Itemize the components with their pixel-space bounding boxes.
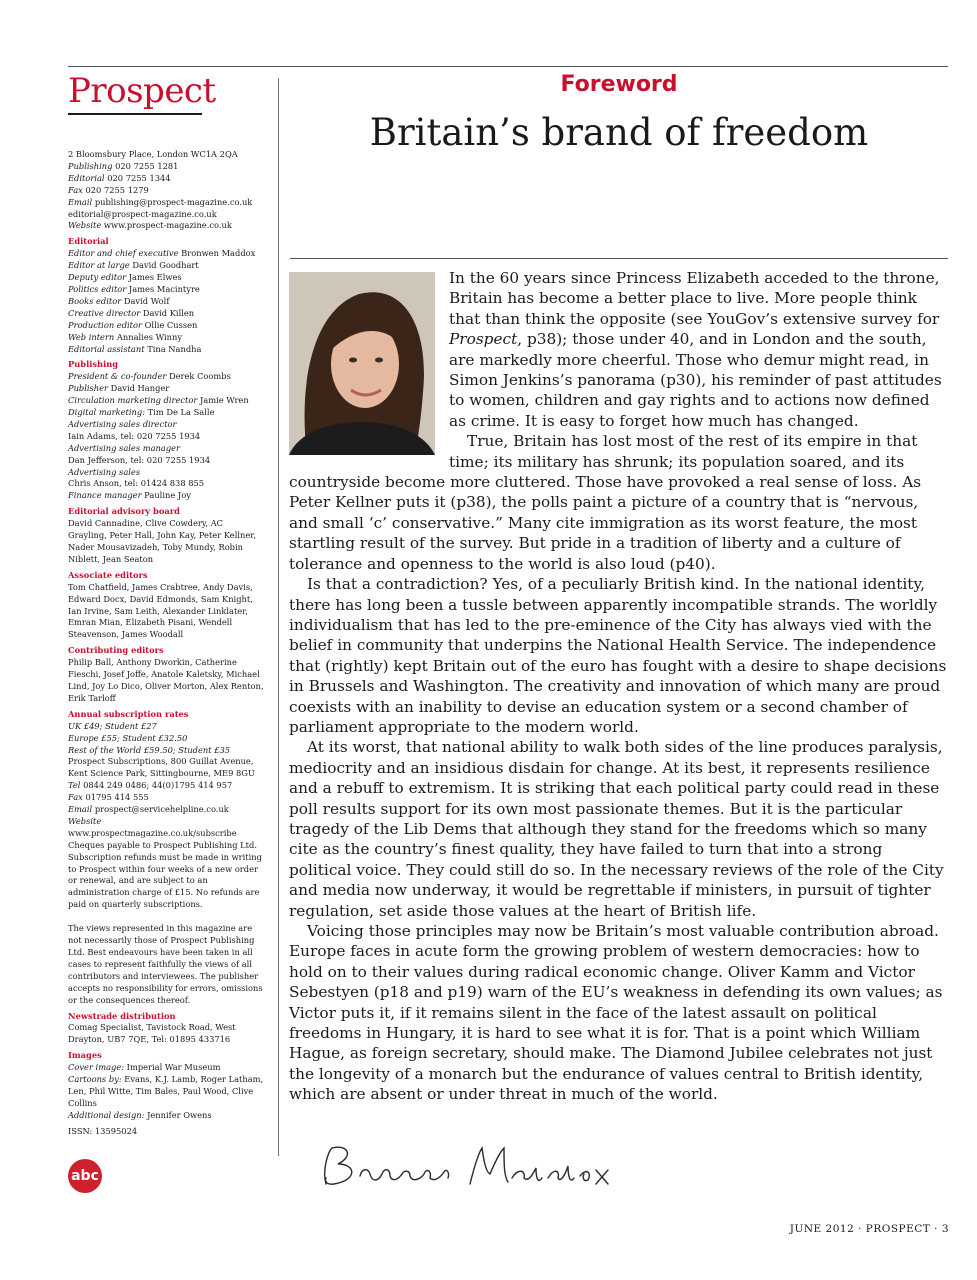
masthead-line [68, 419, 264, 431]
masthead-value: Bronwen Maddox [181, 248, 256, 259]
masthead-label: UK £49; Student £27 [68, 720, 157, 731]
top-rule [68, 66, 948, 67]
logo-underline [68, 113, 202, 115]
masthead-label: Website [68, 815, 102, 826]
masthead-line [68, 467, 264, 479]
masthead-label: Fax [68, 184, 83, 195]
masthead-value: 2 Bloomsbury Place, London WC1A 2QA [68, 149, 238, 159]
masthead-section-title: Images [68, 1050, 102, 1061]
contact-line [68, 197, 264, 209]
masthead-value: editorial@prospect-magazine.co.uk [68, 208, 217, 219]
masthead-label: Cover image: [68, 1062, 125, 1073]
masthead-value: prospect@servicehelpline.co.uk [94, 804, 229, 815]
masthead-value: David Killen [142, 307, 195, 318]
masthead-section-title: Associate editors [68, 569, 148, 580]
masthead-value: www.prospectmagazine.co.uk/subscribe [68, 827, 237, 838]
masthead-label: Creative director [68, 307, 141, 318]
masthead-label: Editorial [68, 172, 105, 183]
page-folio: JUNE 2012 · PROSPECT · 3 [789, 1223, 949, 1235]
masthead-line [68, 308, 264, 320]
masthead-value: Philip Ball, Anthony Dworkin, Catherine Fieschi, Josef Joffe, Anatole Kaletsky, Michael Lind, Joy Lo Dico, Oliver Morton, Alex Renton, Erik Tarloff [68, 657, 264, 703]
masthead-label: Finance manager [68, 490, 142, 501]
masthead-line [68, 383, 264, 395]
masthead-line [68, 320, 264, 332]
masthead-label: Web intern [68, 331, 115, 342]
masthead-section-title: Annual subscription rates [68, 708, 189, 719]
masthead-value: www.prospect-magazine.co.uk [103, 220, 232, 231]
masthead-line [68, 745, 264, 757]
masthead-line [68, 816, 264, 840]
masthead-value: Annalies Winny [116, 331, 183, 342]
masthead-value: Pauline Joy [144, 490, 191, 501]
masthead-label: Email [68, 804, 93, 815]
masthead-line [68, 733, 264, 745]
masthead-line [68, 1062, 264, 1074]
masthead-label: Books editor [68, 295, 122, 306]
masthead-value: David Cannadine, Clive Cowdery, AC Grayling, Peter Hall, John Kay, Peter Kellner, Nader Mousavizadeh, Toby Mundy, Robin Niblett, Jean Seaton [68, 518, 256, 564]
masthead-section-title: Editorial advisory board [68, 506, 180, 517]
masthead-line [68, 1022, 264, 1046]
masthead-section-title: Editorial [68, 236, 109, 247]
contact-line [68, 173, 264, 185]
column-divider [278, 78, 279, 1156]
masthead-value: Ollie Cussen [144, 319, 198, 330]
masthead-label: Email [68, 196, 93, 207]
masthead-value: Jamie Wren [199, 395, 249, 406]
masthead-line [68, 840, 264, 911]
masthead-value: Dan Jefferson, tel: 020 7255 1934 [68, 454, 211, 465]
masthead-line [68, 284, 264, 296]
article-headline: Britain’s brand of freedom [369, 111, 869, 154]
masthead-line [68, 431, 264, 443]
masthead-value: 020 7255 1281 [115, 160, 179, 171]
article-paragraph: At its worst, that national ability to walk both sides of the line produces paralysis, mediocrity and an insidious disdain for change. At its best, it represents resilience and a rebuff to extremism. It is striking that each political party could read in these poll results support for its own most passionate themes. But it is the particular tragedy of the Lib Dems that although they stand for the freedoms which so many cite as the country’s finest quality, they have failed to turn that into a strong political voice. They could still do so. In the necessary reviews of the role of the City and media now underway, it would be regrettable if ministers, in pursuit of tighter regulation, set aside those values at the heart of British life. [289, 738, 944, 920]
abc-logo-icon: abc [68, 1159, 102, 1193]
masthead-value: James Elwes [128, 272, 182, 283]
article-paragraph: In the 60 years since Princess Elizabeth acceded to the throne, Britain has become a better place to live. More people think that than think the opposite (see YouGov’s extensive survey for Prospect, p38); those under 40, and in London and the south, are markedly more cheerful. Those who demur might read, in Simon Jenkins’s panorama (p30), his reminder of past attitudes to women, children and gay rights and to actions now defined as crime. It is easy to forget how much has changed. [449, 269, 942, 430]
prospect-logo: Prospect [68, 71, 216, 111]
masthead-line [68, 1074, 264, 1110]
signature-image [298, 1138, 628, 1198]
masthead-line [68, 804, 264, 816]
article-paragraph: True, Britain has lost most of the rest of its empire in that time; its military has shrunk; its population soared, and its countryside become more cluttered. Those have provoked a real sense of loss. As Peter Kellner puts it (p38), the polls paint a picture of a country that is “nervous, and small ‘c’ conservative.” Many cite immigration as its worst feature, the most startling result of the survey. But pride in a tradition of liberty and a culture of tolerance and openness to the world is also loud (p40). [289, 432, 922, 573]
masthead-value: Tim De La Salle [147, 407, 215, 418]
masthead-label: Digital marketing: [68, 407, 145, 418]
masthead-value: Comag Specialist, Tavistock Road, West Drayton, UB7 7QE, Tel: 01895 433716 [68, 1022, 236, 1045]
masthead-value: David Wolf [123, 295, 170, 306]
masthead-line [68, 443, 264, 455]
masthead-value: Tom Chatfield, James Crabtree, Andy Davis, Edward Docx, David Edmonds, Sam Knight, Ian Irvine, Sam Leith, Alexander Linklater, Emran Mian, Elizabeth Pisani, Wendell Steavenson, James Woodall [68, 581, 253, 640]
contact-line [68, 149, 264, 161]
masthead-line [68, 344, 264, 356]
masthead-value: Chris Anson, tel: 01424 838 855 [68, 478, 205, 489]
contact-line [68, 220, 264, 232]
masthead-label: Tel [68, 780, 81, 791]
masthead-line [68, 1110, 264, 1122]
masthead-gap [68, 911, 264, 923]
masthead-label: Publishing [68, 160, 113, 171]
masthead-label: Europe £55; Student £32.50 [68, 732, 188, 743]
masthead-value: 020 7255 1279 [85, 184, 149, 195]
article-body [289, 268, 949, 1105]
masthead-value: Tina Nandha [147, 343, 202, 354]
masthead-value: David Goodhart [132, 260, 199, 271]
masthead-label: Editor and chief executive [68, 248, 179, 259]
masthead-line [68, 332, 264, 344]
masthead-line [68, 260, 264, 272]
masthead-label: Production editor [68, 319, 142, 330]
masthead-section-title: Newstrade distribution [68, 1010, 176, 1021]
masthead-value: 0844 249 0486; 44(0)1795 414 957 [83, 780, 233, 791]
masthead-value: Iain Adams, tel: 020 7255 1934 [68, 430, 201, 441]
masthead-label: Editor at large [68, 260, 130, 271]
masthead-line [68, 721, 264, 733]
masthead-line [68, 657, 264, 705]
masthead-label: Circulation marketing director [68, 395, 198, 406]
portrait-float-spacer [289, 268, 449, 464]
masthead-label: Advertising sales manager [68, 442, 181, 453]
contact-line [68, 185, 264, 197]
masthead-label: President & co-founder [68, 371, 167, 382]
masthead-line [68, 395, 264, 407]
article-paragraph: Is that a contradiction? Yes, of a peculiarly British kind. In the national identity, there has long been a tussle between apparently incompatible strands. The worldly individualism that has led to the pre-eminence of the City has always vied with the belief in community that underpins the National Health Service. The independence that (rightly) kept Britain out of the euro has fought with a desire to shape decisions in Brussels and Washington. The creativity and innovation of which many are proud coexists with an inability to devise an education system or a second chamber of parliament appropriate to the modern world. [289, 575, 947, 736]
contact-line [68, 209, 264, 221]
masthead-label: Advertising sales [68, 466, 141, 477]
masthead-value: Derek Coombs [168, 371, 231, 382]
masthead-line [68, 296, 264, 308]
masthead-label: Rest of the World £59.50; Student £35 [68, 744, 231, 755]
masthead-line [68, 780, 264, 792]
masthead-value: Evans, K.J. Lamb, Roger Latham, Len, Phil Witte, Tim Bales, Paul Wood, Clive Collins [68, 1074, 264, 1108]
masthead-value: 01795 414 555 [85, 792, 149, 803]
masthead-line [68, 756, 264, 780]
masthead-line [68, 248, 264, 260]
masthead-value: publishing@prospect-magazine.co.uk [94, 196, 253, 207]
masthead-label: Cartoons by: [68, 1074, 122, 1085]
masthead-value: David Hanger [110, 383, 170, 394]
headline-rule [290, 258, 948, 259]
masthead-line [68, 792, 264, 804]
masthead-label: Publisher [68, 383, 109, 394]
masthead-label: Advertising sales director [68, 418, 177, 429]
masthead-text [68, 149, 264, 1138]
article-paragraph: Voicing those principles may now be Britain’s most valuable contribution abroad. Europe faces in acute form the growing problem of western democracies: how to hold on to their values during radical economic change. Oliver Kamm and Victor Sebestyen (p18 and p19) warn of the EU’s weakness in defending its own values; as Victor puts it, if it remains silent in the face of the latest assault on political freedoms in Hungary, it is hard to see what it is for. That is a point which William Hague, as foreign secretary, should make. The Diamond Jubilee celebrates not just the longevity of a monarch but the endurance of values central to British identity, which are absent or under threat in much of the world. [289, 922, 943, 1104]
masthead-value: 020 7255 1344 [107, 172, 171, 183]
masthead-line [68, 407, 264, 419]
masthead-value: Prospect Subscriptions, 800 Guillat Avenue, Kent Science Park, Sittingbourne, ME9 8GU [68, 756, 255, 779]
masthead-label: Editorial assistant [68, 343, 145, 354]
masthead-label: Politics editor [68, 283, 127, 294]
issn: ISSN: 13595024 [68, 1125, 138, 1136]
disclaimer: The views represented in this magazine are not necessarily those of Prospect Publishing Ltd. Best endeavours have been taken in all cases to represent faithfully the views of all contributors and interviewees. The publisher accepts no responsibility for errors, omissions or the consequences thereof. [68, 923, 263, 1005]
masthead-value: Jennifer Owens [147, 1109, 212, 1120]
masthead-value: Cheques payable to Prospect Publishing Ltd. Subscription refunds must be made in writing to Prospect within four weeks of a new order or renewal, and are subject to an administration charge of £15. No refunds are paid on quarterly subscriptions. [68, 839, 262, 910]
masthead-line [68, 582, 264, 642]
masthead-label: Website [68, 220, 102, 231]
masthead-label: Fax [68, 792, 83, 803]
masthead-section-title: Contributing editors [68, 645, 164, 656]
masthead-line [68, 272, 264, 284]
masthead-value: James Macintyre [128, 283, 200, 294]
masthead-line [68, 518, 264, 566]
masthead-line [68, 455, 264, 467]
masthead-section-title: Publishing [68, 359, 119, 370]
masthead-line [68, 490, 264, 502]
masthead-label: Deputy editor [68, 272, 127, 283]
masthead-line [68, 371, 264, 383]
masthead-sidebar [68, 70, 264, 1138]
masthead-line [68, 478, 264, 490]
masthead-value: Imperial War Museum [126, 1062, 221, 1073]
section-label: Foreword [560, 72, 678, 97]
contact-line [68, 161, 264, 173]
masthead-label: Additional design: [68, 1109, 145, 1120]
